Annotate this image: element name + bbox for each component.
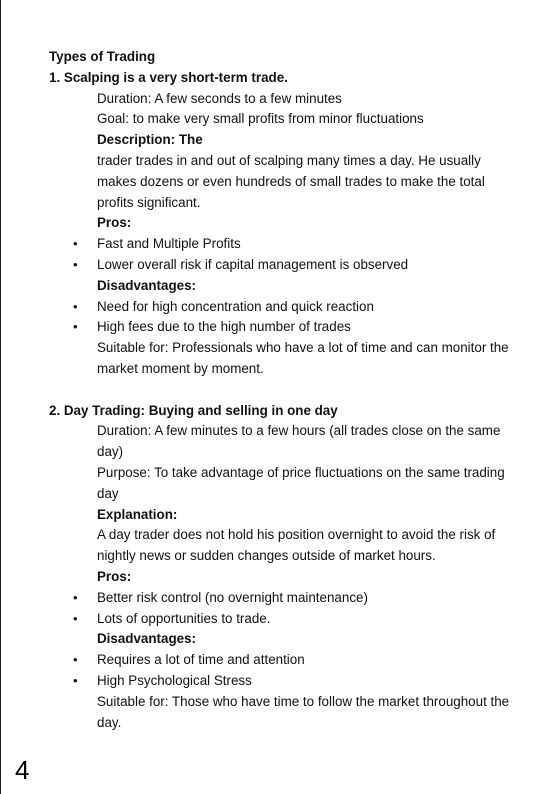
section-2-pros-item <box>49 588 519 609</box>
section-1-duration: Duration: A few seconds to a few minutes <box>97 90 342 106</box>
section-2-purpose: Purpose: To take advantage of price fluctuations on the same trading day <box>97 464 505 501</box>
bullet-text: High fees due to the high number of trades <box>97 319 351 335</box>
section-1-disadvantages-item <box>49 317 519 338</box>
page-left-border <box>0 0 1 794</box>
bullet-text: Lots of opportunities to trade. <box>97 610 271 626</box>
section-1-description-text: trader trades in and out of scalping many times a day. He usually makes dozens or even hundreds of small trades to make the total profits significant. <box>97 152 485 210</box>
bullet-text: Requires a lot of time and attention <box>97 652 305 668</box>
section-2-explanation-text: A day trader does not hold his position overnight to avoid the risk of nightly news or sudden changes outside of market hours. <box>97 527 496 564</box>
bullet-text: Better risk control (no overnight maintenance) <box>97 589 368 605</box>
bullet-icon: • <box>73 298 78 314</box>
section-2-disadvantages-item <box>49 650 519 671</box>
section-1-disadvantages-label: Disadvantages: <box>97 277 196 293</box>
section-2-disadvantages-item <box>49 671 519 692</box>
bullet-icon: • <box>73 672 78 688</box>
bullet-icon: • <box>73 319 78 335</box>
page-number: 4 <box>15 755 30 785</box>
document-body <box>49 47 519 733</box>
bullet-text: Lower overall risk if capital management is observed <box>97 256 409 272</box>
section-spacer <box>49 380 519 401</box>
section-1-disadvantages-item <box>49 297 519 318</box>
section-1-pros-item <box>49 255 519 276</box>
section-1-pros-item <box>49 234 519 255</box>
section-1-pros-label: Pros: <box>97 215 132 231</box>
bullet-icon: • <box>73 236 78 252</box>
bullet-text: High Psychological Stress <box>97 672 252 688</box>
bullet-icon: • <box>73 589 78 605</box>
section-2-heading: 2. Day Trading: Buying and selling in one day <box>49 402 338 418</box>
section-1-goal: Goal: to make very small profits from minor fluctuations <box>97 111 424 127</box>
bullet-icon: • <box>73 256 78 272</box>
section-2-explanation-label: Explanation: <box>97 506 178 522</box>
section-2-disadvantages-label: Disadvantages: <box>97 631 196 647</box>
section-2-pros-label: Pros: <box>97 568 132 584</box>
bullet-icon: • <box>73 652 78 668</box>
document-title: Types of Trading <box>49 49 156 64</box>
section-2-suitable-for: Suitable for: Those who have time to follow the market throughout the day. <box>97 693 510 730</box>
section-2-pros-item <box>49 609 519 630</box>
section-1-heading: 1. Scalping is a very short-term trade. <box>49 69 288 85</box>
section-1-description-label: Description: The <box>97 132 203 148</box>
bullet-icon: • <box>73 610 78 626</box>
bullet-text: Need for high concentration and quick reaction <box>97 298 374 314</box>
bullet-text: Fast and Multiple Profits <box>97 236 241 252</box>
section-2-duration: Duration: A few minutes to a few hours (all trades close on the same day) <box>97 423 501 460</box>
section-1-suitable-for: Suitable for: Professionals who have a lot of time and can monitor the market moment by moment. <box>97 340 509 376</box>
